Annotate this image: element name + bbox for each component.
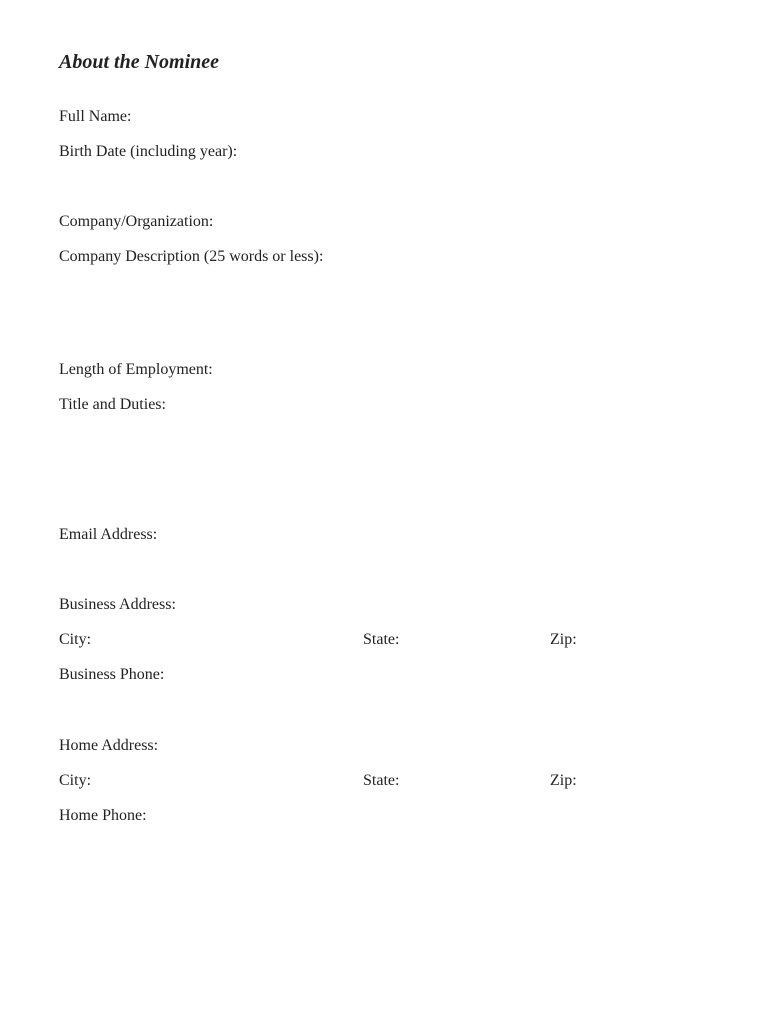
business-address-label: Business Address: [59,596,176,613]
length-of-employment-label: Length of Employment: [59,361,213,378]
section-title: About the Nominee [59,51,220,73]
title-duties-label: Title and Duties: [59,396,166,413]
business-zip-label: Zip: [550,631,577,648]
home-zip-label: Zip: [550,772,577,789]
birth-date-label: Birth Date (including year): [59,143,238,160]
company-description-label: Company Description (25 words or less): [59,248,324,265]
home-city-label: City: [59,772,92,789]
company-label: Company/Organization: [59,213,214,230]
business-state-label: State: [363,631,400,648]
business-city-label: City: [59,631,92,648]
full-name-label: Full Name: [59,108,132,125]
business-phone-label: Business Phone: [59,666,165,683]
email-label: Email Address: [59,526,158,543]
home-phone-label: Home Phone: [59,807,147,824]
home-state-label: State: [363,772,400,789]
home-address-label: Home Address: [59,737,159,754]
